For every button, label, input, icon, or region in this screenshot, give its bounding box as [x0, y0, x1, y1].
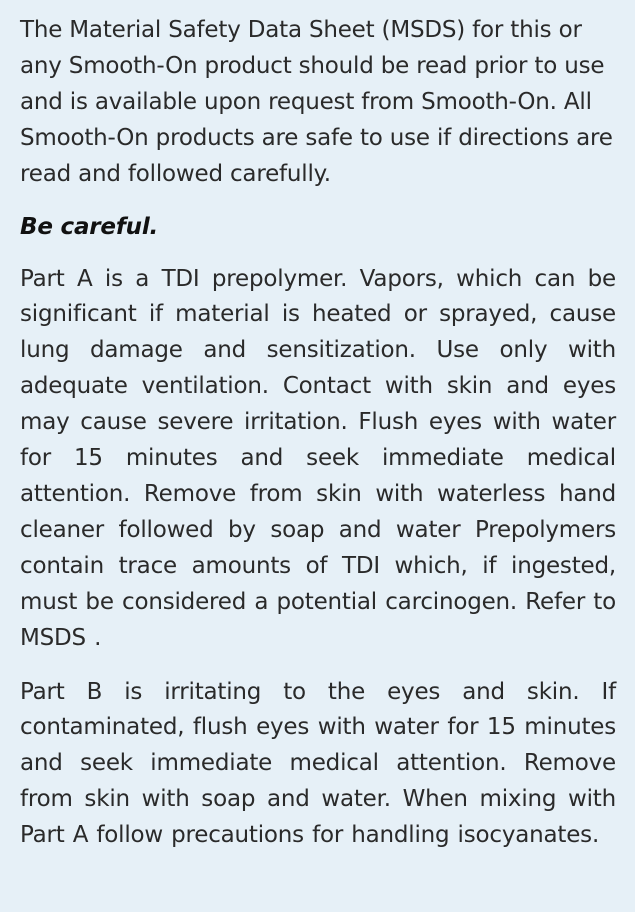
msds-intro-paragraph: The Material Safety Data Sheet (MSDS) for this or any Smooth-On product should be read prior to use and is available upon request from Smooth-On. All Smooth-On products are safe to use if directions are read and followed carefully.	[20, 17, 613, 187]
be-careful-heading: Be careful.	[20, 213, 159, 240]
part-a-warning-paragraph: Part A is a TDI prepolymer. Vapors, which can be significant if material is heated or sprayed, cause lung damage and sensitization. Use only with adequate ventilation. Contact with skin and eyes may cause severe irritation. Flush eyes with water for 15 minutes and seek immediate medical attention. Remove from skin with waterless hand cleaner followed by soap and water Prepolymers contain trace amounts of TDI which, if ingested, must be considered a potential carcinogen. Refer to MSDS .	[20, 265, 616, 651]
part-b-warning-paragraph: Part B is irritating to the eyes and skin. If contaminated, flush eyes with water for 15 minutes and seek immediate medical attention. Remove from skin with soap and water. When mixing with Part A follow precautions for handling isocyanates.	[20, 678, 616, 849]
